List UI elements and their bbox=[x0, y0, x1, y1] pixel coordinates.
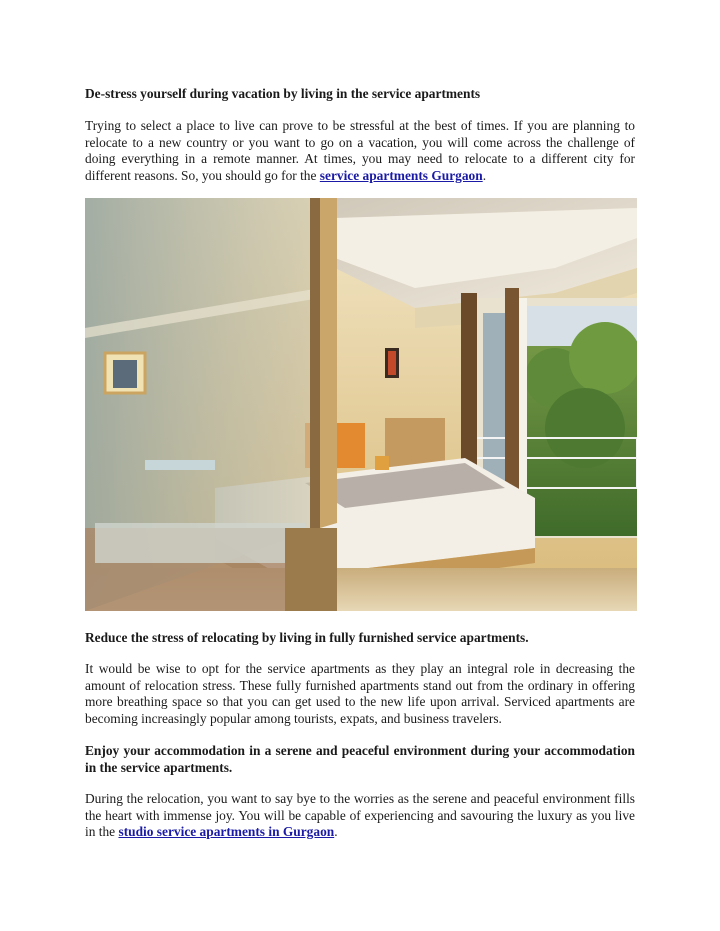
paragraph-intro bbox=[85, 118, 635, 184]
heading-destress: De-stress yourself during vacation by living in the service apartments bbox=[85, 86, 481, 101]
paragraph-relocation: It would be wise to opt for the service apartments as they play an integral role in decreasing the amount of relocation stress. These fully furnished apartments stand out from the ordinary in offering more breathing space so that you can get used to the new life upon arrival. Serviced apartments are becoming increasingly popular among tourists, expats, and business travelers. bbox=[85, 661, 635, 726]
bedroom-illustration bbox=[85, 198, 637, 611]
paragraph-serene-end: . bbox=[334, 824, 338, 840]
link-service-apartments-gurgaon[interactable]: service apartments Gurgaon bbox=[319, 167, 483, 183]
heading-reduce-stress: Reduce the stress of relocating by living in fully furnished service apartments. bbox=[85, 630, 529, 645]
paragraph-intro-end: . bbox=[482, 167, 487, 183]
bedroom-photo bbox=[85, 198, 637, 611]
paragraph-serene-text: During the relocation, you want to say bye to the worries as the serene and peaceful environment fills the heart with immense joy. You will be capable of experiencing and savouring the luxury as you live in the bbox=[85, 791, 635, 840]
heading-enjoy: Enjoy your accommodation in a serene and peaceful environment during your accommodation in the service apartments. bbox=[85, 743, 635, 775]
paragraph-serene bbox=[85, 791, 635, 841]
paragraph-intro-text: Trying to select a place to live can prove to be stressful at the best of times. If you are planning to relocate to a new country or you want to go on a vacation, you will come across the challenge of doing everything in a remote manner. At times, you may need to relocate to a different city for different reasons. So, you should go for the bbox=[85, 118, 635, 183]
link-studio-service-apartments[interactable]: studio service apartments in Gurgaon bbox=[118, 824, 335, 840]
